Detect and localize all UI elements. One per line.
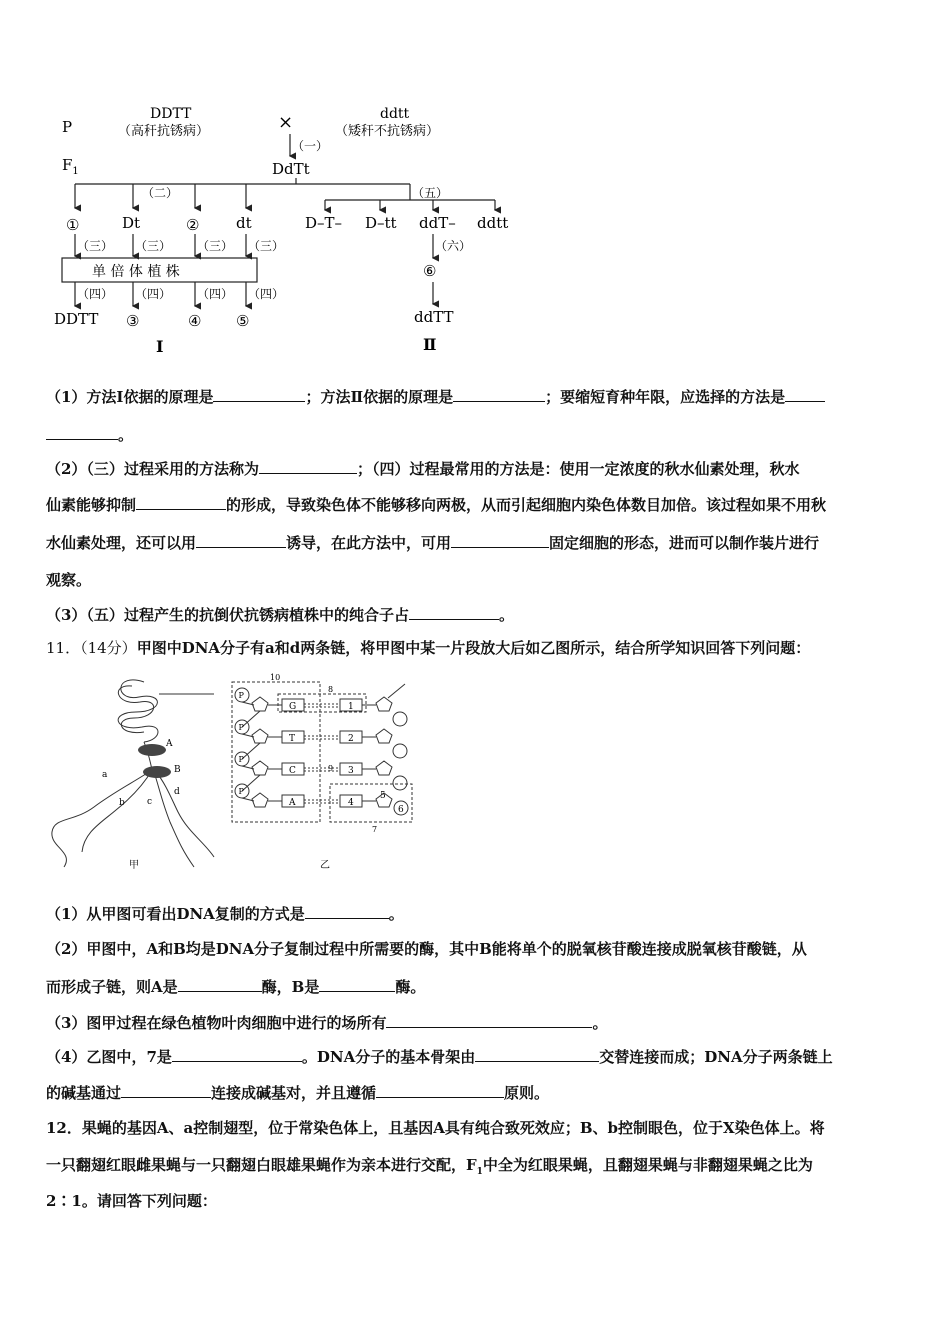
gamete-4: dt: [236, 214, 252, 232]
q10-part1-line2: [46, 424, 133, 445]
answer-blank[interactable]: [785, 387, 825, 402]
deoxyribose-right: [376, 697, 392, 711]
q12-line2: [46, 1154, 813, 1177]
q10-p2-text-a: （2）（三）过程采用的方法称为: [46, 460, 259, 478]
deoxyribose: [252, 761, 268, 775]
backbone: [242, 711, 260, 727]
gamete-1: ①: [66, 216, 80, 234]
base-right-label: 4: [348, 798, 354, 808]
deoxyribose-right: [376, 761, 392, 775]
f1-genotype: DdTt: [272, 160, 310, 178]
step4-label-4: （四）: [248, 287, 285, 301]
q10-part2-line2: [46, 494, 826, 515]
q10-p2-text-e: 水仙素处理，还可以用: [46, 534, 197, 552]
gamete-2: Dt: [122, 214, 141, 232]
q12-text-3: 2∶1。请回答下列问题：: [46, 1192, 217, 1210]
backbone-top: [388, 684, 405, 698]
step3-label-4: （三）: [248, 239, 285, 253]
answer-blank[interactable]: [386, 1013, 592, 1028]
jia-label-a: a: [102, 770, 108, 780]
q10-p2-text-c: 仙素能够抑制: [46, 496, 137, 514]
answer-blank[interactable]: [46, 425, 118, 440]
phosphate-right: [393, 712, 407, 726]
deoxyribose: [252, 793, 268, 807]
enzyme-A: [138, 744, 166, 756]
step4-label-2: （四）: [135, 287, 172, 301]
enzyme-B: [143, 766, 171, 778]
q11-sub3: [46, 1012, 607, 1033]
q12-text-2sub: 1: [476, 1167, 483, 1177]
q11-sub4-line2: [46, 1082, 549, 1103]
phosphate-label: P: [238, 723, 244, 732]
phosphate-right: [393, 776, 407, 790]
fig-jia-caption: 甲: [129, 860, 139, 871]
answer-blank[interactable]: [475, 1047, 599, 1062]
q10-p2-text-f: 诱导，在此方法中，可用: [286, 534, 452, 552]
q11-s3-text-b: 。: [592, 1014, 608, 1032]
q10-part2-line3: [46, 532, 819, 553]
q11-s4-text-d: 的碱基通过: [46, 1084, 122, 1102]
answer-blank[interactable]: [136, 495, 226, 510]
q11-s1-text-b: 。: [388, 905, 404, 923]
phosphate-label: P: [238, 755, 244, 764]
f2-type-1: D–T–: [305, 214, 343, 232]
parent2-trait: （矮秆不抗锈病）: [335, 124, 440, 139]
q10-p2-text-h: 观察。: [46, 571, 92, 589]
f2-type-2: D–tt: [365, 214, 397, 232]
answer-blank[interactable]: [319, 977, 395, 992]
q11-s2-text-b: 而形成子链，则A是: [46, 978, 178, 996]
parent1-trait: （高秆抗锈病）: [118, 124, 210, 139]
answer-blank[interactable]: [178, 977, 262, 992]
phosphate-label: P: [238, 691, 244, 700]
backbone: [242, 775, 260, 791]
q10-part1-line1: [46, 386, 825, 407]
method2-label: Ⅱ: [423, 335, 437, 354]
q12-text-2a: 一只翻翅红眼雌果蝇与一只翻翅白眼雄果蝇作为亲本进行交配，F: [46, 1156, 477, 1174]
answer-blank[interactable]: [121, 1083, 211, 1098]
step3-label-1: （三）: [77, 239, 114, 253]
haploid-box-label: 单 倍 体 植 株: [92, 264, 180, 280]
coil-top-inner: [118, 686, 153, 733]
q10-p1-text-b: ；方法Ⅱ依据的原理是: [305, 388, 454, 406]
q10-p1-text-a: （1）方法Ⅰ依据的原理是: [46, 388, 214, 406]
step3-label-3: （三）: [197, 239, 234, 253]
backbone: [242, 743, 260, 759]
breeding-diagram: [40, 100, 540, 362]
base-right-label: 1: [348, 702, 354, 712]
yi-label-5: 5: [380, 791, 386, 801]
cross-symbol: ×: [278, 112, 294, 133]
step2-label: （二）: [142, 186, 179, 200]
q11-sub2-line2: [46, 976, 425, 997]
method1-label: I: [156, 337, 164, 356]
p-label: P: [62, 118, 73, 136]
answer-blank[interactable]: [409, 605, 499, 620]
q10-part3: [46, 604, 514, 625]
deoxyribose: [252, 697, 268, 711]
fig-yi-caption: 乙: [320, 860, 330, 871]
q10-p2-text-g: 固定细胞的形态，进而可以制作装片进行: [549, 534, 820, 552]
q11-s2-text-d: 酶。: [395, 978, 426, 996]
yi-label-10: 10: [270, 673, 281, 682]
q10-p1-text-c: ；要缩短育种年限，应选择的方法是: [545, 388, 786, 406]
q11-s3-text-a: （3）图甲过程在绿色植物叶肉细胞中进行的场所有: [46, 1014, 387, 1032]
q11-sub2-line1: [46, 938, 807, 959]
figure-jia: [44, 672, 234, 872]
q12-text-2b: 中全为红眼果蝇，且翻翅果蝇与非翻翅果蝇之比为: [482, 1156, 813, 1174]
yi-label-9: 9: [328, 764, 334, 773]
circle-6: ⑥: [423, 262, 437, 280]
step1-label: （一）: [292, 139, 329, 153]
f2-type-3: ddT–: [419, 214, 456, 232]
q11-s4-text-b: 。DNA分子的基本骨架由: [301, 1048, 476, 1066]
phosphate-right: [393, 744, 407, 758]
ddTT-label: ddTT: [414, 308, 454, 326]
result-1: DDTT: [54, 310, 99, 328]
answer-blank[interactable]: [451, 533, 549, 548]
figure-yi: [230, 672, 420, 872]
base-left-label: T: [289, 734, 296, 744]
q11-s1-text-a: （1）从甲图可看出DNA复制的方式是: [46, 905, 305, 923]
deoxyribose: [252, 729, 268, 743]
base-left-label: A: [289, 798, 296, 808]
q10-part2-line1: [46, 458, 799, 479]
step3-label-2: （三）: [135, 239, 172, 253]
f1-label: $F_1$: [62, 156, 79, 177]
q12-line3: [46, 1190, 217, 1211]
phosphate-label: P: [238, 787, 244, 796]
q11-s4-text-a: （4）乙图中，7是: [46, 1048, 172, 1066]
step5-label: （五）: [412, 186, 449, 200]
q11-sub1: [46, 903, 404, 924]
answer-blank[interactable]: [259, 459, 357, 474]
q10-p1-text-d: 。: [118, 426, 134, 444]
q11-header: [46, 637, 810, 658]
jia-label-c: c: [147, 797, 153, 807]
step6-label: （六）: [435, 239, 472, 253]
gamete-3: ②: [186, 216, 200, 234]
yi-label-7: 7: [372, 825, 378, 834]
answer-blank[interactable]: [453, 387, 545, 402]
q11-number: 11．（14分）: [46, 639, 137, 657]
q10-p3-text-b: 。: [498, 606, 514, 624]
strand-d: [156, 772, 214, 857]
jia-label-A: A: [166, 739, 173, 749]
parent2-genotype: ddtt: [380, 106, 410, 122]
answer-blank[interactable]: [172, 1047, 302, 1062]
q10-part2-line4: [46, 569, 91, 590]
strand-a: [52, 770, 152, 867]
base-left-label: G: [289, 702, 297, 712]
base-right-label: 3: [348, 766, 354, 776]
q10-p2-text-b: ；（四）过程最常用的方法是：使用一定浓度的秋水仙素处理，秋水: [356, 460, 800, 478]
result-4: ⑤: [236, 312, 250, 330]
answer-blank[interactable]: [196, 533, 286, 548]
yi-label-8: 8: [328, 685, 334, 694]
q12-text-1: 12．果蝇的基因A、a控制翅型，位于常染色体上，且基因A具有纯合致死效应；B、b控制眼色，位于X染色体上。将: [46, 1119, 825, 1137]
result-3: ④: [188, 312, 202, 330]
step4-label-3: （四）: [197, 287, 234, 301]
parent1-genotype: DDTT: [150, 106, 192, 122]
answer-blank[interactable]: [305, 904, 389, 919]
yi-rows: [235, 684, 407, 808]
q11-s4-text-e: 连接成碱基对，并且遵循: [211, 1084, 377, 1102]
q12-line1: [46, 1117, 825, 1138]
base-left-label: C: [289, 766, 296, 776]
q10-p2-text-d: 的形成，导致染色体不能够移向两极，从而引起细胞内染色体数目加倍。该过程如果不用秋: [226, 496, 827, 514]
q11-s2-text-c: 酶，B是: [261, 978, 320, 996]
base-right-label: 2: [348, 734, 354, 744]
q11-sub4-line1: [46, 1046, 833, 1067]
q11-s4-text-c: 交替连接而成；DNA分子两条链上: [599, 1048, 833, 1066]
yi-label-6: 6: [398, 805, 404, 815]
deoxyribose-right: [376, 729, 392, 743]
strand-b: [82, 770, 152, 852]
answer-blank[interactable]: [376, 1083, 504, 1098]
f2-type-4: ddtt: [477, 214, 509, 232]
result-2: ③: [126, 312, 140, 330]
step4-label-1: （四）: [77, 287, 114, 301]
q11-intro: 甲图中DNA分子有a和d两条链，将甲图中某一片段放大后如乙图所示，结合所学知识回答下列问题：: [136, 639, 811, 657]
jia-label-d: d: [174, 787, 180, 797]
q10-p3-text-a: （3）（五）过程产生的抗倒伏抗锈病植株中的纯合子占: [46, 606, 409, 624]
answer-blank[interactable]: [213, 387, 305, 402]
jia-label-B: B: [174, 765, 181, 775]
q11-s4-text-f: 原则。: [504, 1084, 550, 1102]
jia-label-b: b: [119, 798, 125, 808]
q11-s2-text-a: （2）甲图中，A和B均是DNA分子复制过程中所需要的酶，其中B能将单个的脱氧核苷酸连接成脱氧核苷酸链，从: [46, 940, 807, 958]
